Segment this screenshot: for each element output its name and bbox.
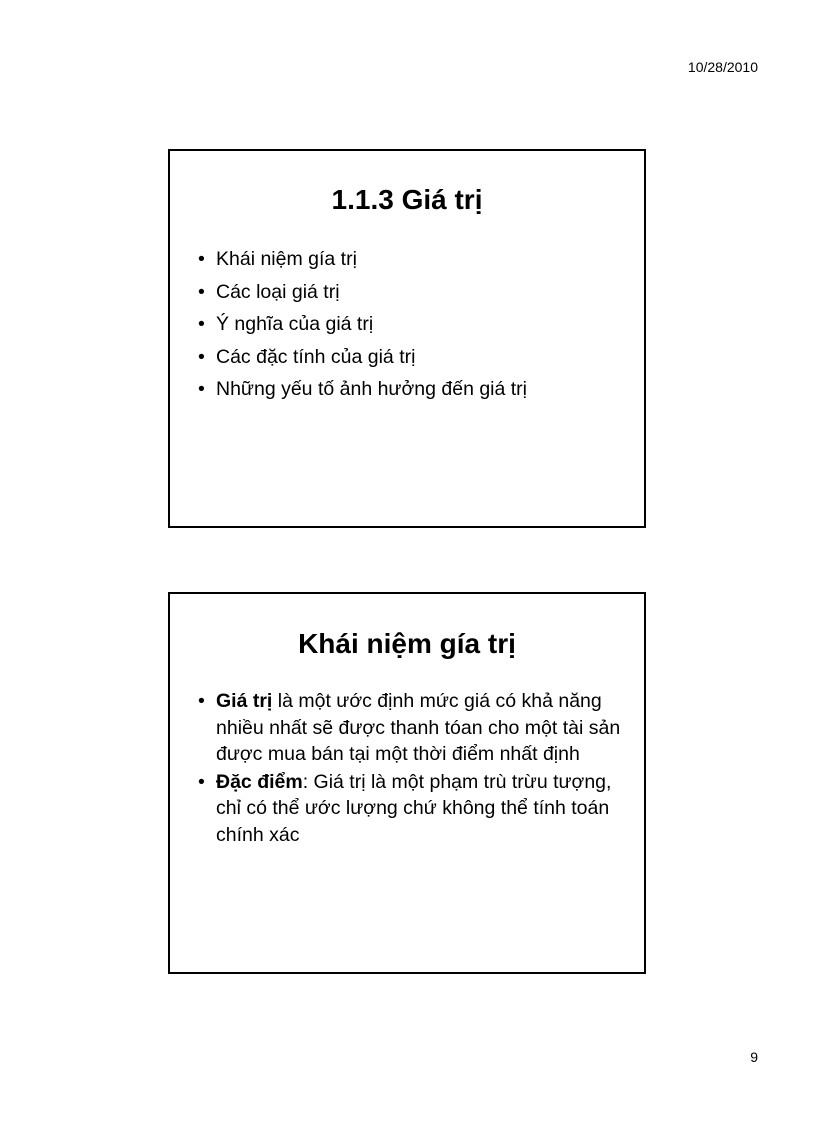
bullet-item <box>198 373 624 406</box>
bullet-item <box>198 341 624 374</box>
slide-2 <box>168 592 646 974</box>
bullet-text: Ý nghĩa của giá trị <box>216 313 374 335</box>
bullet-item <box>198 688 624 768</box>
bullet-term: Giá trị <box>216 690 273 712</box>
bullet-item <box>198 243 624 276</box>
bullet-list <box>198 688 624 849</box>
bullet-text: Các loại giá trị <box>216 280 340 303</box>
bullet-text: là một ước định mức giá có khả năng nhiều nhất sẽ được thanh tóan cho một tài sản được mua bán tại một thời điểm nhất định <box>216 690 621 765</box>
bullet-text: Khái niệm gía trị <box>216 248 357 270</box>
slide-title: Khái niệm gía trị <box>298 628 516 659</box>
bullet-icon: • <box>198 378 205 400</box>
page-number: 9 <box>750 1049 758 1065</box>
slide-1 <box>168 149 646 528</box>
bullet-item <box>198 769 624 849</box>
bullet-list <box>198 243 624 406</box>
bullet-icon: • <box>198 690 205 712</box>
bullet-icon: • <box>198 280 205 303</box>
bullet-text: : Giá trị là một phạm trù trừu tượng, chỉ có thể ước lượng chứ không thể tính toán chính xác <box>216 770 612 846</box>
bullet-text: Những yếu tố ảnh hưởng đến giá trị <box>216 378 528 400</box>
bullet-item <box>198 308 624 341</box>
bullet-icon: • <box>198 770 205 793</box>
bullet-icon: • <box>198 313 205 335</box>
slide-title: 1.1.3 Giá trị <box>331 184 483 215</box>
bullet-term: Đặc điểm <box>216 770 303 793</box>
bullet-icon: • <box>198 345 205 368</box>
bullet-text: Các đặc tính của giá trị <box>216 345 416 368</box>
page-date: 10/28/2010 <box>687 59 758 75</box>
bullet-item <box>198 276 624 309</box>
bullet-icon: • <box>198 248 205 270</box>
